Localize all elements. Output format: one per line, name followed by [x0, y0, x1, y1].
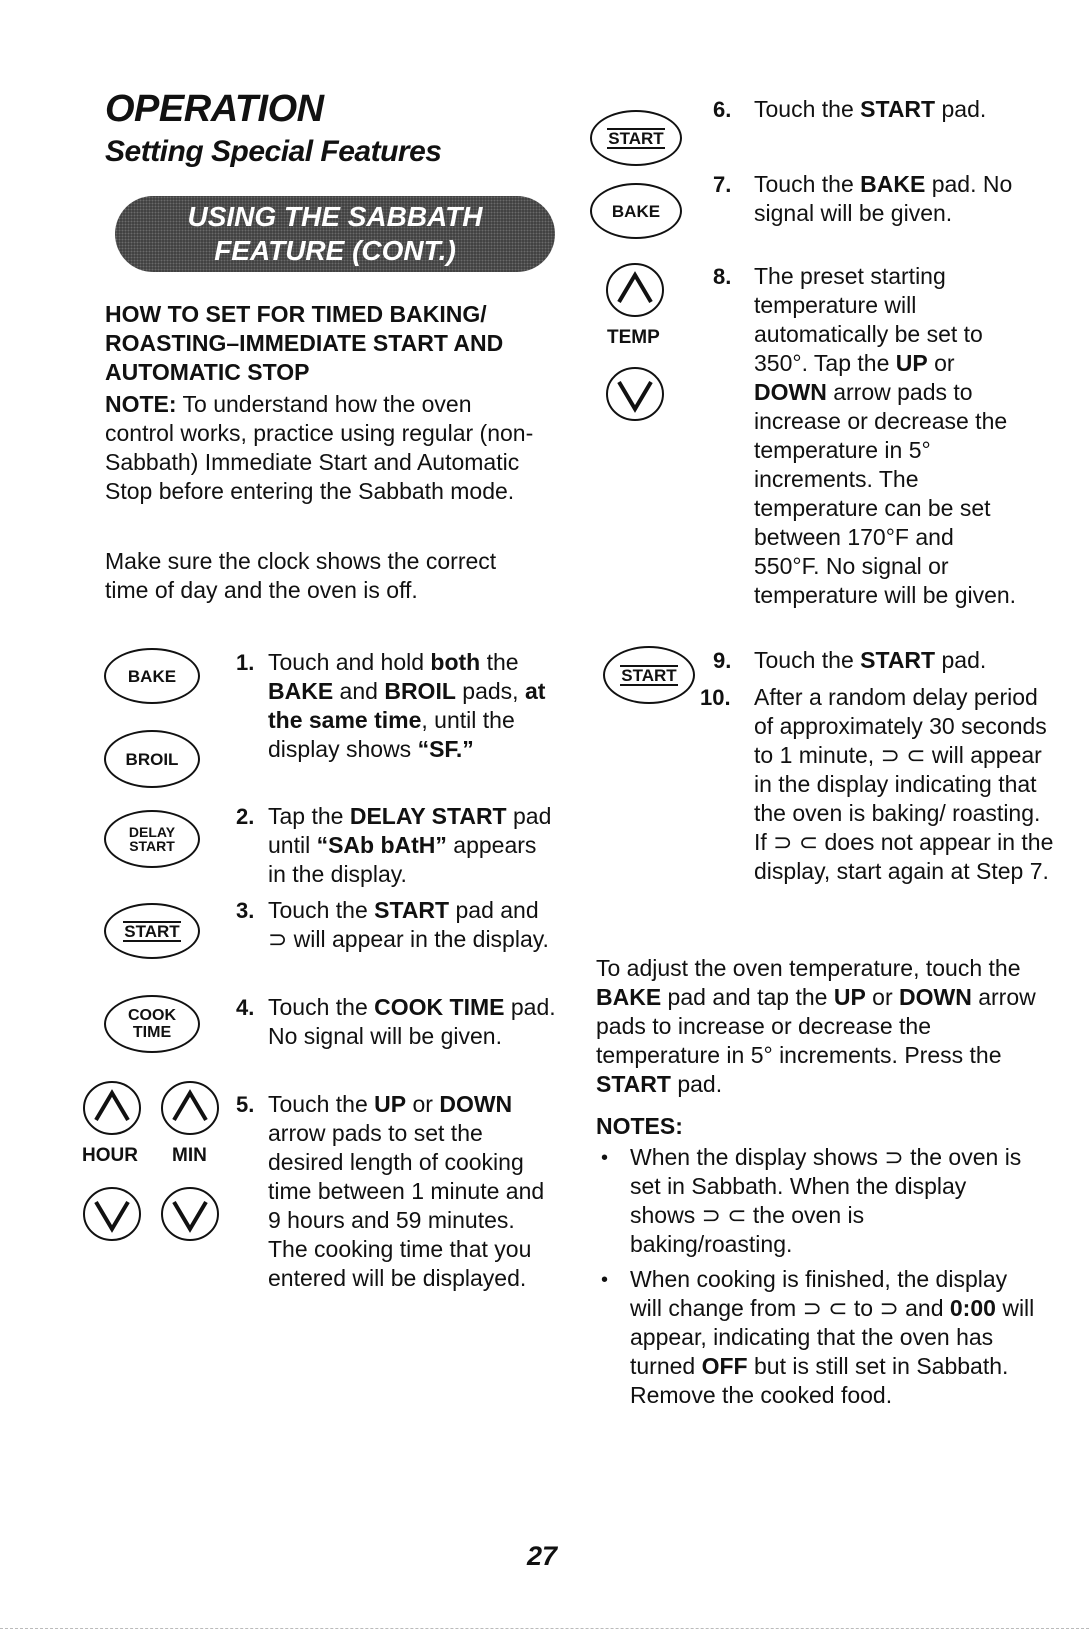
hour-label: HOUR: [82, 1145, 138, 1166]
step-number: 2.: [236, 804, 255, 829]
temp-up-button[interactable]: [605, 262, 665, 318]
note-item-2: When cooking is finished, the display will change from ⊃ ⊂ to ⊃ and 0:00 will appear, indicating that the oven has turned OFF but is still set in Sabbath. Remove the cooked food.: [630, 1266, 1035, 1408]
step-9-text: Touch the START pad.: [754, 647, 987, 673]
step-5-text: Touch the UP or DOWN arrow pads to set the desired length of cooking time between 1 minute and 9 hours and 59 minutes. The cooking time that you entered will be displayed.: [268, 1091, 545, 1291]
hour-down-button[interactable]: [82, 1186, 142, 1242]
min-label: MIN: [172, 1145, 207, 1166]
note-text: To understand how the oven control works, practice using regular (non-Sabbath) Immediate Start and Automatic Stop before entering the Sabbath mode.: [105, 391, 534, 504]
note-item-1: When the display shows ⊃ the oven is set in Sabbath. When the display shows ⊃ ⊂ the oven is baking/roasting.: [630, 1144, 1022, 1257]
adjust-paragraph: To adjust the oven temperature, touch the BAKE pad and tap the UP or DOWN arrow pads to increase or decrease the temperature in 5° increments. Press the START pad.: [596, 955, 1036, 1097]
bake-pad[interactable]: BAKE: [104, 648, 200, 704]
start-pad-right-2[interactable]: START: [603, 646, 695, 704]
step-number: 8.: [713, 264, 732, 289]
banner-line-2: FEATURE (CONT.): [214, 235, 456, 266]
down-arrow-icon: [605, 366, 665, 422]
cook-time-pad[interactable]: COOK TIME: [104, 995, 200, 1053]
note-label: NOTE:: [105, 391, 177, 417]
broil-pad[interactable]: BROIL: [104, 730, 200, 788]
step-2-text: Tap the DELAY START pad until “SAb bAtH” appears in the display.: [268, 803, 552, 887]
feature-banner: [115, 196, 555, 272]
banner-line-1: USING THE SABBATH: [187, 201, 483, 232]
step-number: 1.: [236, 650, 255, 675]
up-arrow-icon: [160, 1080, 220, 1136]
bullet-icon: •: [601, 1147, 609, 1169]
section-title: OPERATION: [105, 88, 324, 130]
step-6-text: Touch the START pad.: [754, 96, 987, 122]
down-arrow-icon: [160, 1186, 220, 1242]
note-paragraph: [105, 390, 545, 506]
min-down-button[interactable]: [160, 1186, 220, 1242]
step-number: 3.: [236, 898, 255, 923]
page-number: 27: [527, 1541, 558, 1571]
temp-label: TEMP: [607, 327, 660, 348]
page-subtitle: Setting Special Features: [105, 135, 442, 168]
start-pad-right[interactable]: START: [590, 110, 682, 166]
up-arrow-icon: [82, 1080, 142, 1136]
start-pad[interactable]: START: [104, 903, 200, 959]
step-number: 5.: [236, 1092, 255, 1117]
hour-up-button[interactable]: [82, 1080, 142, 1136]
step-number: 6.: [713, 97, 732, 122]
page-edge-divider: [0, 1628, 1089, 1629]
bake-pad-right[interactable]: BAKE: [590, 183, 682, 239]
make-sure-paragraph: Make sure the clock shows the correct time of day and the oven is off.: [105, 548, 497, 603]
min-up-button[interactable]: [160, 1080, 220, 1136]
step-8-text: The preset starting temperature will automatically be set to 350°. Tap the UP or DOWN arrow pads to increase or decrease the temperature in 5° increments. The temperature can be set between 170°F and 550°F. No signal or temperature will be given.: [754, 263, 1017, 608]
procedure-heading: HOW TO SET FOR TIMED BAKING/ ROASTING–IMMEDIATE START AND AUTOMATIC STOP: [105, 301, 504, 385]
step-3-text: Touch the START pad and ⊃ will appear in the display.: [268, 897, 549, 952]
step-7-text: Touch the BAKE pad. No signal will be given.: [754, 171, 1013, 226]
step-1-text: Touch and hold both the BAKE and BROIL pads, at the same time, until the display shows “SF.”: [268, 649, 546, 762]
step-number: 10.: [700, 685, 731, 710]
notes-heading: NOTES:: [596, 1113, 683, 1139]
bullet-icon: •: [601, 1269, 609, 1291]
step-number: 9.: [713, 648, 732, 673]
step-10-text: After a random delay period of approximately 30 seconds to 1 minute, ⊃ ⊂ will appear in the display indicating that the oven is baking/ roasting. If ⊃ ⊂ does not appear in the display, start again at Step 7.: [754, 684, 1054, 884]
step-number: 7.: [713, 172, 732, 197]
step-4-text: Touch the COOK TIME pad. No signal will be given.: [268, 994, 556, 1049]
down-arrow-icon: [82, 1186, 142, 1242]
up-arrow-icon: [605, 262, 665, 318]
step-number: 4.: [236, 995, 255, 1020]
temp-down-button[interactable]: [605, 366, 665, 422]
delay-start-pad[interactable]: DELAY START: [104, 810, 200, 868]
